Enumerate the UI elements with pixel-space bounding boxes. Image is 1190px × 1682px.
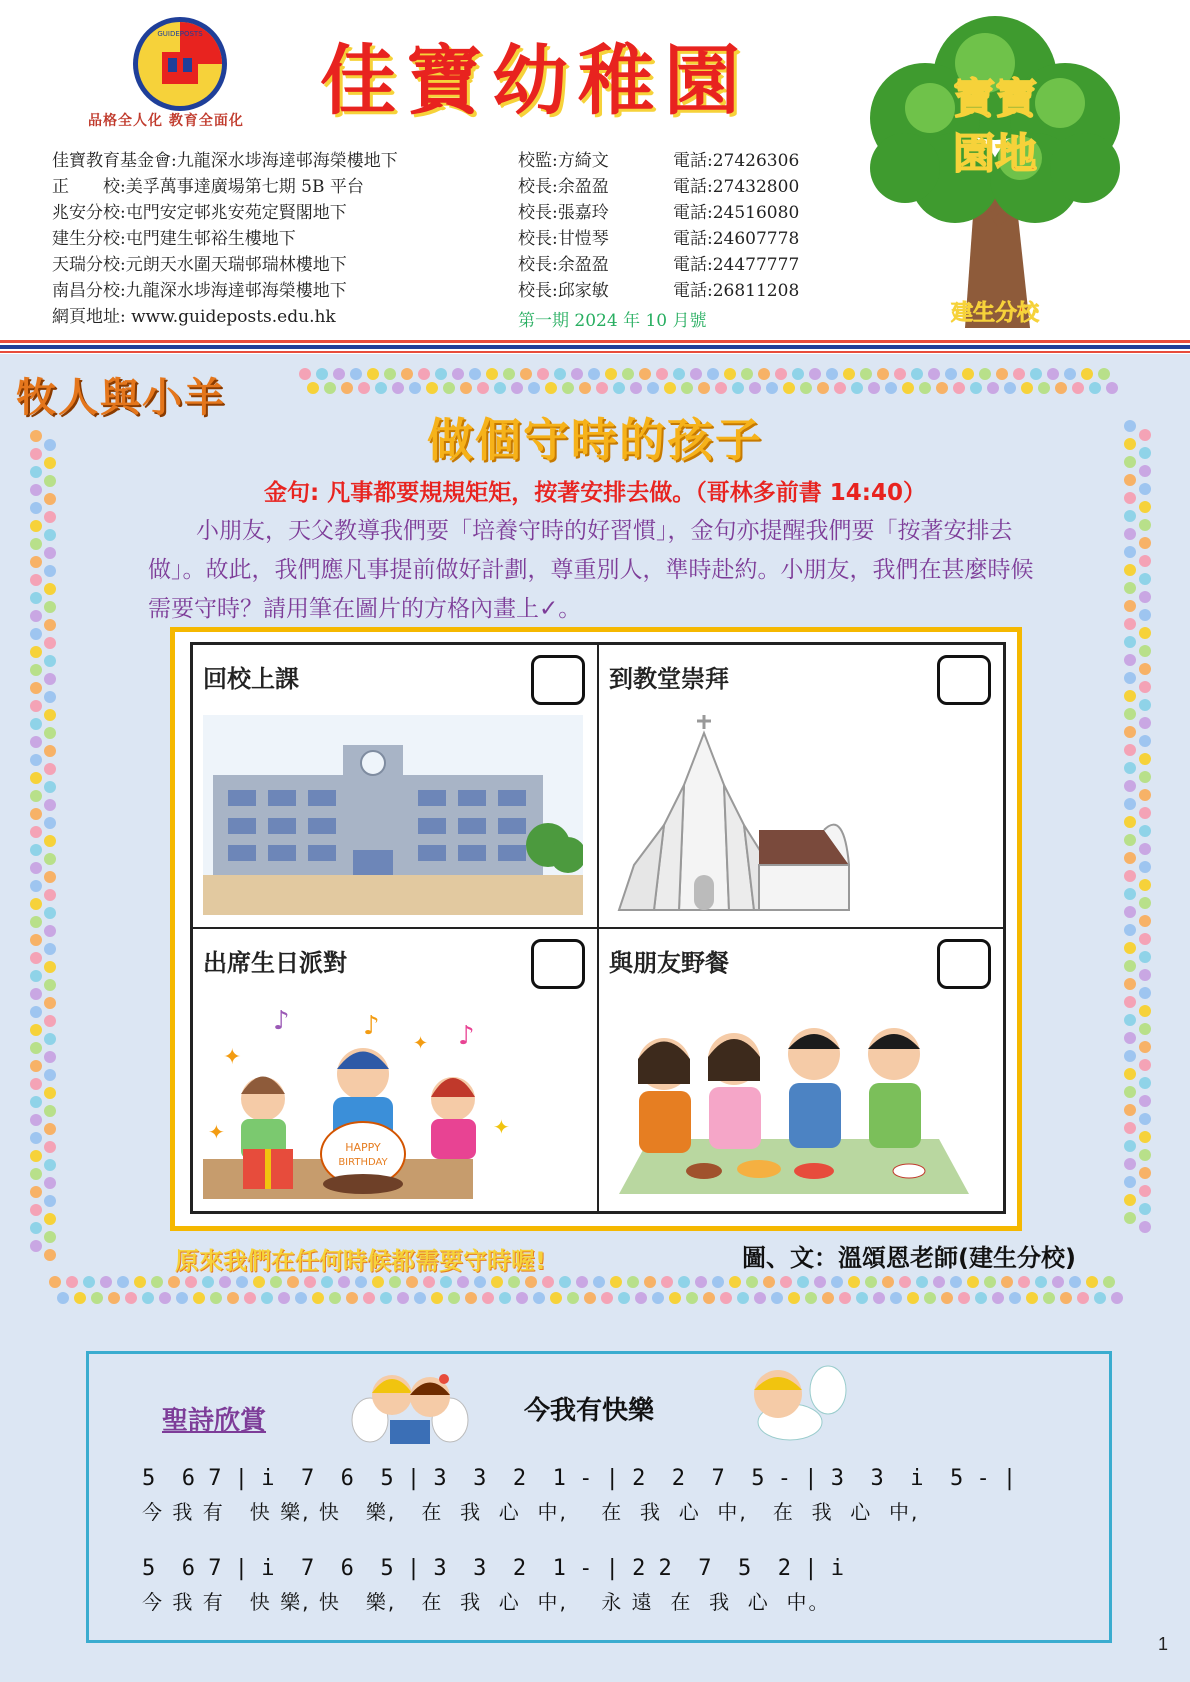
author-credit: 圖、文：溫頌恩老師(建生分校) — [742, 1244, 1076, 1272]
activity-checkbox[interactable] — [531, 939, 585, 989]
svg-text:✦: ✦ — [413, 1033, 429, 1054]
staff-phone: 電話:24477777 — [673, 255, 800, 275]
hymn-heading: 聖詩欣賞 — [162, 1406, 267, 1436]
angel-icon — [740, 1362, 850, 1450]
svg-text:✦: ✦ — [208, 1120, 225, 1144]
staff-role: 校長:余盈盈 — [518, 177, 609, 197]
church-icon — [609, 715, 989, 915]
angels-reading-icon — [350, 1365, 470, 1450]
tree-title-1: 寶寶 — [952, 74, 1038, 123]
cake-text-1: HAPPY — [345, 1141, 381, 1154]
activity-checkbox[interactable] — [937, 939, 991, 989]
branch-line: 佳寶教育基金會:九龍深水埗海達邨海榮樓地下 — [52, 151, 398, 171]
staff-row — [518, 226, 799, 252]
activity-checkbox[interactable] — [531, 655, 585, 705]
branch-line: 兆安分校:屯門安定邨兆安苑定賢閣地下 — [52, 203, 347, 223]
staff-role: 校長:邱家敏 — [518, 281, 609, 301]
svg-text:✦: ✦ — [223, 1045, 242, 1070]
staff-role: 校長:甘愷琴 — [518, 229, 609, 249]
activity-cell-school — [192, 644, 598, 928]
staff-row — [518, 148, 799, 174]
score-line: 5 6 7 | i 7 6 5 | 3 3 2 1 - | 2 2 7 5 - | 3 3 i 5 - | — [142, 1466, 1017, 1491]
tree-branch-label: 建生分校 — [950, 301, 1040, 326]
page-number: 1 — [1158, 1634, 1169, 1654]
header-divider — [0, 340, 1190, 343]
cake-text-2: BIRTHDAY — [338, 1157, 388, 1168]
school-logo-icon — [130, 14, 230, 114]
article-title: 做個守時的孩子 — [427, 413, 763, 467]
activity-label: 回校上課 — [203, 665, 299, 693]
tree-icon — [845, 8, 1145, 338]
golden-verse: 金句: 凡事都要規規矩矩，按著安排去做。（哥林多前書 14:40） — [264, 480, 926, 506]
activity-cell-picnic — [598, 928, 1004, 1212]
svg-text:♪: ♪ — [273, 1006, 290, 1036]
staff-phone: 電話:27426306 — [673, 151, 800, 171]
staff-row — [518, 200, 799, 226]
lyric-line: 今 我 有 快 樂, 快 樂, 在 我 心 中, 永 遠 在 我 心 中。 — [142, 1590, 831, 1614]
activity-label: 與朋友野餐 — [609, 949, 729, 977]
punchline: 原來我們在任何時候都需要守時喔! — [175, 1247, 546, 1275]
staff-phone: 電話:26811208 — [673, 281, 800, 301]
article-intro: 小朋友，天父教導我們要「培養守時的好習慣」，金句亦提醒我們要「按著安排去做」。故此，我們應凡事提前做好計劃，尊重別人，準時赴約。小朋友，我們在甚麼時候需要守時？請用筆在圖片的方格內畫上✓。 — [148, 518, 1034, 622]
hymn-title: 今我有快樂 — [524, 1396, 655, 1426]
branch-list — [52, 148, 398, 330]
svg-text:♪: ♪ — [363, 1011, 380, 1041]
staff-phone: 電話:27432800 — [673, 177, 800, 197]
branch-line: 南昌分校:九龍深水埗海達邨海榮樓地下 — [52, 281, 347, 301]
staff-role: 校長:張嘉玲 — [518, 203, 609, 223]
svg-text:♪: ♪ — [458, 1021, 475, 1051]
badge-text: GUIDEPOSTS — [157, 30, 203, 38]
branch-line: 天瑞分校:元朗天水圍天瑞邨瑞林樓地下 — [52, 255, 347, 275]
activity-cell-church — [598, 644, 1004, 928]
activity-grid — [190, 642, 1006, 1214]
staff-list — [518, 148, 799, 304]
branch-line: 建生分校:屯門建生邨裕生樓地下 — [52, 229, 296, 249]
staff-phone: 電話:24516080 — [673, 203, 800, 223]
staff-role: 校長:余盈盈 — [518, 255, 609, 275]
section-title: 牧人與小羊 — [16, 375, 226, 421]
svg-text:✦: ✦ — [493, 1115, 510, 1139]
staff-row — [518, 252, 799, 278]
activity-label: 出席生日派對 — [203, 949, 347, 977]
lyric-line: 今 我 有 快 樂, 快 樂, 在 我 心 中, 在 我 心 中, 在 我 心 中, — [142, 1500, 920, 1524]
header-divider — [0, 351, 1190, 353]
picnic-icon — [609, 999, 989, 1199]
score-line: 5 6 7 | i 7 6 5 | 3 3 2 1 - | 2 2 7 5 2 | i — [142, 1556, 844, 1581]
website-line: 網頁地址: www.guideposts.edu.hk — [52, 307, 336, 327]
staff-role: 校監:方綺文 — [518, 151, 609, 171]
school-motto: 品格全人化 教育全面化 — [88, 113, 244, 129]
branch-line: 正 校:美孚萬事達廣場第七期 5B 平台 — [52, 177, 364, 197]
activity-checkbox[interactable] — [937, 655, 991, 705]
staff-row — [518, 174, 799, 200]
school-name: 佳寶幼稚園 — [320, 36, 750, 125]
school-building-icon — [203, 715, 583, 915]
activity-cell-birthday — [192, 928, 598, 1212]
staff-row — [518, 278, 799, 304]
activity-label: 到教堂崇拜 — [609, 665, 729, 693]
tree-title-2: 園地 — [952, 129, 1038, 178]
staff-phone: 電話:24607778 — [673, 229, 800, 249]
header-divider — [0, 345, 1190, 349]
issue-date: 第一期 2024 年 10 月號 — [518, 311, 707, 331]
birthday-party-icon — [203, 999, 583, 1199]
